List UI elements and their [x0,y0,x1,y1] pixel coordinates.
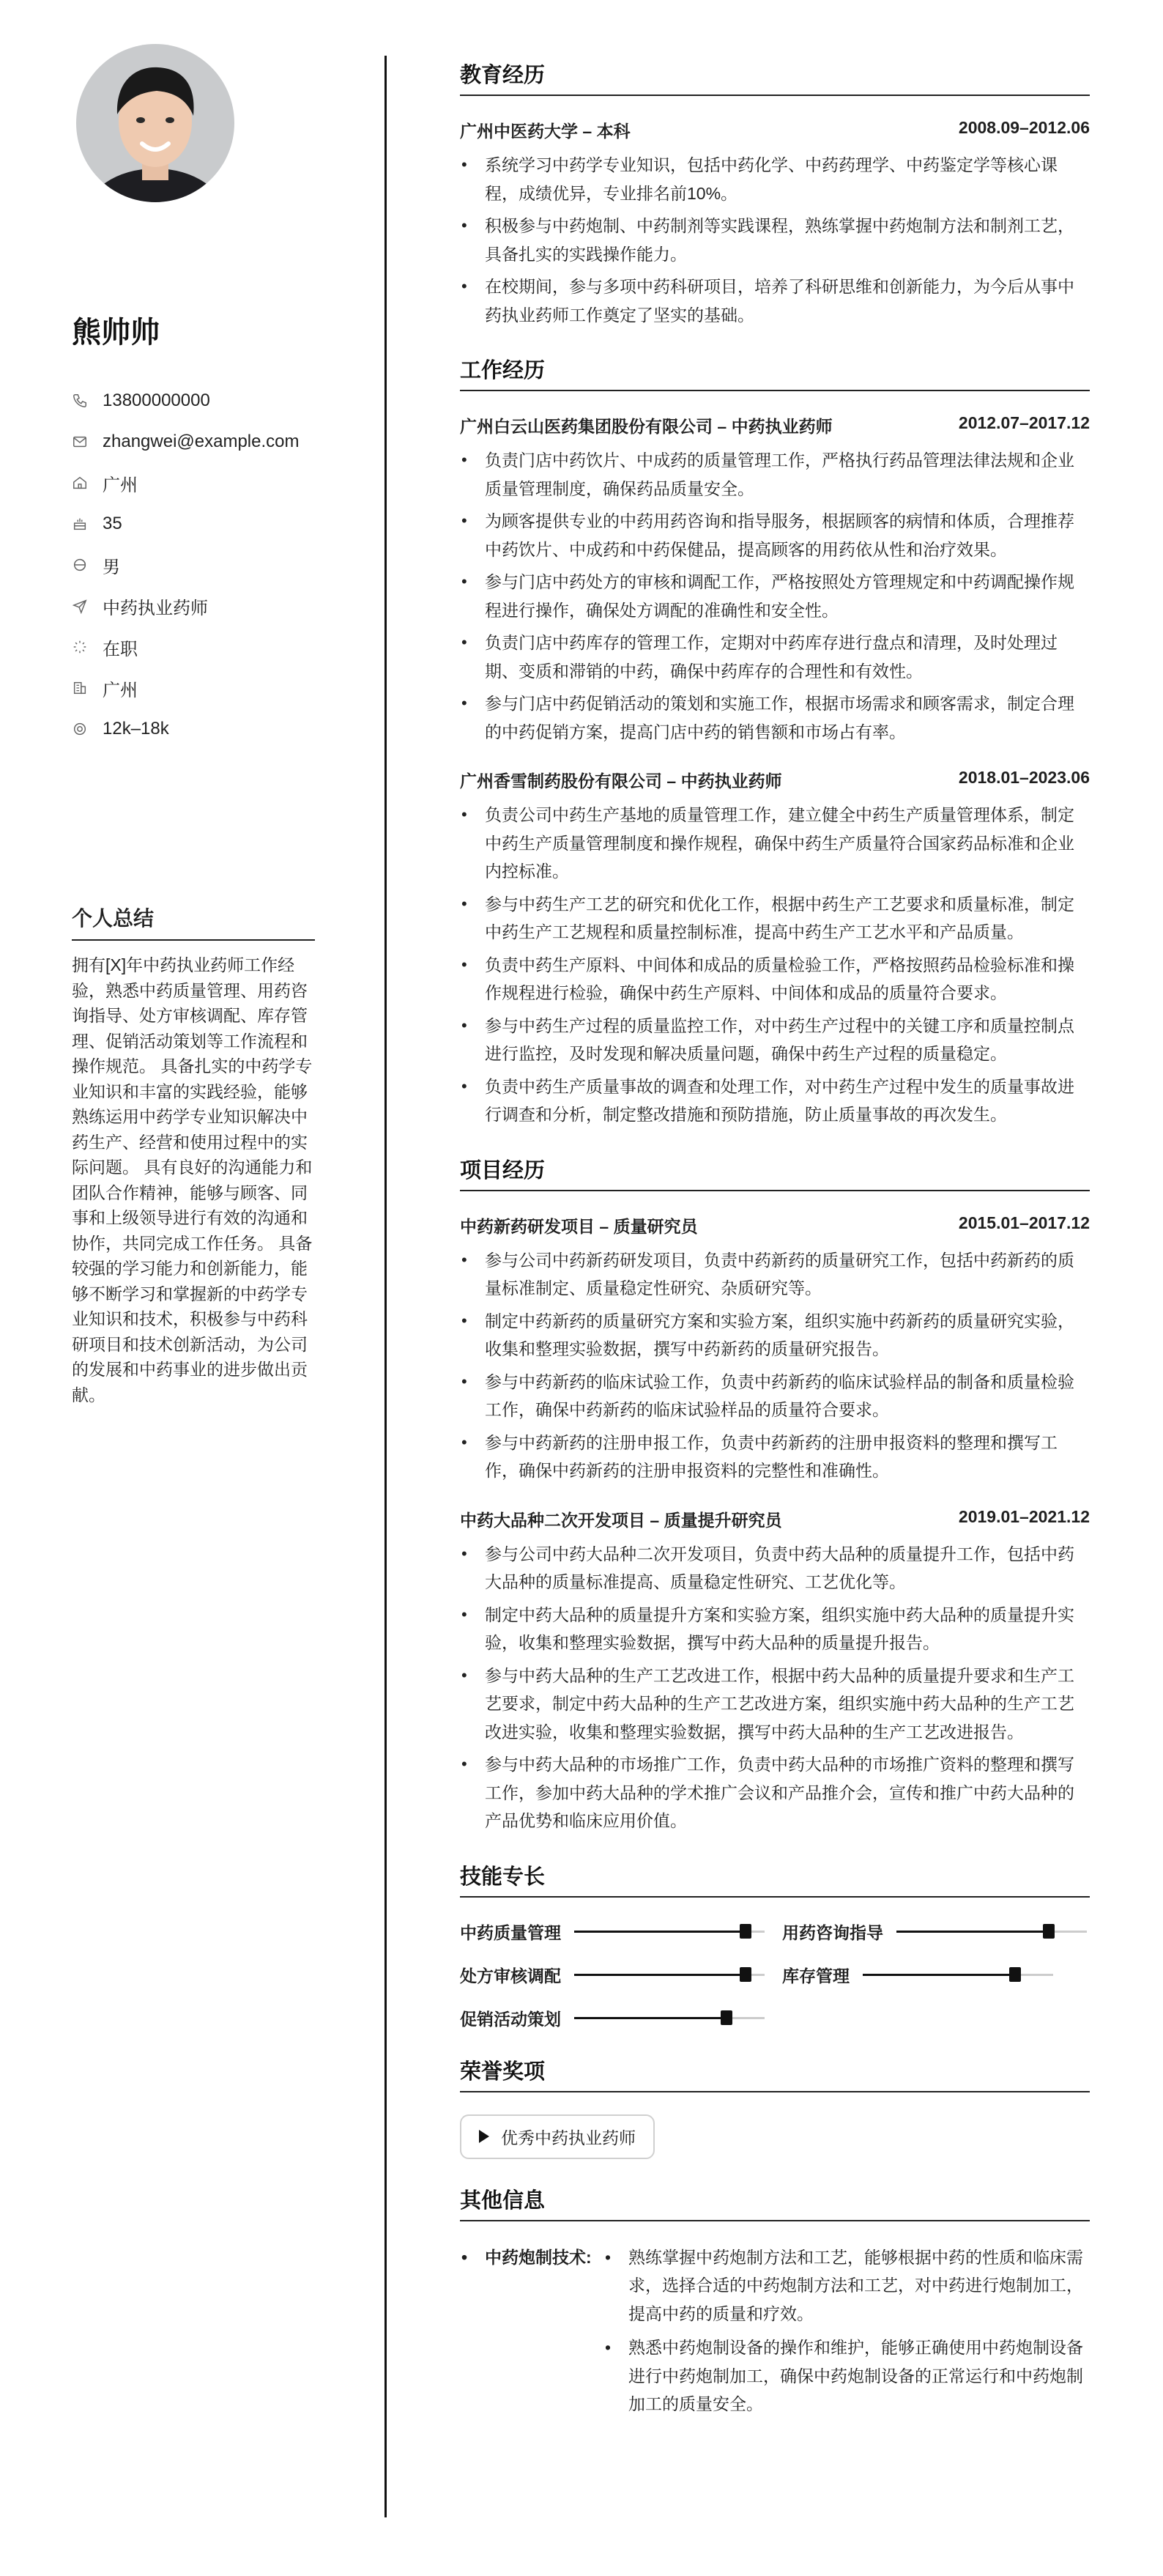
list-item: • 为顾客提供专业的中药用药咨询和指导服务，根据顾客的病情和体质，合理推荐中药饮片、中成药和中药保健品，提高顾客的用药依从性和治疗效果。 [460,507,1090,563]
skill-name: 用药咨询指导 [782,1922,883,1942]
info-age-text: 35 [103,514,122,533]
vertical-divider [384,56,387,2517]
info-location [72,462,313,503]
info-city-text: 广州 [103,680,138,700]
skills-grid [460,1920,1090,2030]
info-email [72,421,313,462]
skill-item [460,2006,782,2030]
work-bullets [460,801,1090,1129]
info-salary-text: 12k–18k [103,719,169,739]
education-bullets [460,151,1090,329]
work-date: 2012.07–2017.12 [958,413,1090,432]
work-entry-header [460,768,1090,792]
work-date: 2018.01–2023.06 [958,768,1090,787]
education-title: 教育经历 [460,59,1090,96]
skill-name: 库存管理 [782,1966,850,1985]
other-list [603,2243,1090,2424]
main-content [460,59,1090,2449]
skills-title: 技能专长 [460,1860,1090,1898]
list-item: • 制定中药大品种的质量提升方案和实验方案，组织实施中药大品种的质量提升实验，收集和整理实验数据，撰写中药大品种的质量提升报告。 [460,1601,1090,1657]
project-name: 中药大品种二次开发项目 – 质量提升研究员 [460,1510,782,1530]
work-org: 广州香雪制药股份有限公司 – 中药执业药师 [460,771,782,791]
info-status [72,626,313,667]
cake-icon [72,516,88,532]
info-location-text: 广州 [103,475,138,495]
list-item: • 参与中药大品种的生产工艺改进工作，根据中药大品种的质量提升要求和生产工艺要求，制定中药大品种的生产工艺改进方案，组织实施中药大品种的生产工艺改进实验，收集和整理实验数据，撰写中药大品种的生产工艺改进报告。 [460,1662,1090,1747]
building-icon [72,680,88,696]
info-email-text: zhangwei@example.com [103,432,300,451]
skill-level-bar [574,2017,765,2019]
list-item: • 负责门店中药饮片、中成药的质量管理工作，严格执行药品管理法律法规和企业质量管理制度，确保药品质量安全。 [460,446,1090,503]
contact-info-list [72,380,313,750]
info-gender-text: 男 [103,557,120,577]
awards-title: 荣誉奖项 [460,2055,1090,2092]
info-salary [72,708,313,750]
list-item: • 负责门店中药库存的管理工作，定期对中药库存进行盘点和清理，及时处理过期、变质和滞销的中药，确保中药库存的合理性和有效性。 [460,629,1090,685]
project-bullets [460,1540,1090,1835]
other-title: 其他信息 [460,2184,1090,2221]
other-info-row [460,2243,1090,2424]
list-item: • 制定中药新药的质量研究方案和实验方案，组织实施中药新药的质量研究实验，收集和整理实验数据，撰写中药新药的质量研究报告。 [460,1307,1090,1363]
info-job-target-text: 中药执业药师 [103,598,208,618]
summary-title: 个人总结 [72,903,315,941]
avatar [76,44,234,202]
project-date: 2019.01–2021.12 [958,1506,1090,1526]
play-icon [479,2130,489,2143]
info-job-target [72,585,313,626]
spinner-icon [72,639,88,655]
list-item: • 积极参与中药炮制、中药制剂等实践课程，熟练掌握中药炮制方法和制剂工艺，具备扎实的实践操作能力。 [460,212,1090,268]
list-item: • 参与中药新药的注册申报工作，负责中药新药的注册申报资料的整理和撰写工作，确保中药新药的注册申报资料的完整性和准确性。 [460,1429,1090,1485]
project-date: 2015.01–2017.12 [958,1213,1090,1232]
coin-icon [72,721,88,737]
awards-section [460,2055,1090,2159]
skills-section [460,1860,1090,2030]
work-org: 广州白云山医药集团股份有限公司 – 中药执业药师 [460,417,833,436]
work-section [460,354,1090,1129]
skill-level-bar [574,1974,765,1976]
list-item: • 参与公司中药新药研发项目，负责中药新药的质量研究工作，包括中药新药的质量标准制定、质量稳定性研究、杂质研究等。 [460,1246,1090,1303]
skill-item [782,1920,1090,1944]
info-city [72,667,313,708]
education-date: 2008.09–2012.06 [958,118,1090,137]
list-item: • 负责中药生产原料、中间体和成品的质量检验工作，严格按照药品检验标准和操作规程进行检验，确保中药生产原料、中间体和成品的质量符合要求。 [460,951,1090,1007]
skill-level-bar [863,1974,1053,1976]
list-item: • 负责公司中药生产基地的质量管理工作，建立健全中药生产质量管理体系，制定中药生产质量管理制度和操作规程，确保中药生产质量符合国家药品标准和企业内控标准。 [460,801,1090,886]
list-item: • 参与门店中药处方的审核和调配工作，严格按照处方管理规定和中药调配操作规程进行操作，确保处方调配的准确性和安全性。 [460,568,1090,624]
phone-icon [72,393,88,409]
project-name: 中药新药研发项目 – 质量研究员 [460,1216,698,1236]
list-item: • 熟悉中药炮制设备的操作和维护，能够正确使用中药炮制设备进行中药炮制加工，确保中药炮制设备的正常运行和中药炮制加工的质量安全。 [603,2333,1090,2418]
list-item: • 在校期间，参与多项中药科研项目，培养了科研思维和创新能力，为今后从事中药执业药师工作奠定了坚实的基础。 [460,273,1090,329]
education-entry-header [460,118,1090,142]
info-status-text: 在职 [103,639,138,659]
skill-level-bar [896,1931,1087,1933]
list-item: • 参与公司中药大品种二次开发项目，负责中药大品种的质量提升工作，包括中药大品种的质量标准提高、质量稳定性研究、工艺优化等。 [460,1540,1090,1596]
list-item: • 参与中药生产工艺的研究和优化工作，根据中药生产工艺要求和质量标准，制定中药生产工艺规程和质量控制标准，提高中药生产工艺水平和产品质量。 [460,890,1090,947]
skill-item [782,1963,1090,1987]
skill-item [460,1963,782,1987]
info-phone-text: 13800000000 [103,391,210,410]
work-bullets [460,446,1090,746]
list-item: • 参与门店中药促销活动的策划和实施工作，根据市场需求和顾客需求，制定合理的中药促销方案，提高门店中药的销售额和市场占有率。 [460,689,1090,746]
send-icon [72,598,88,614]
award-badge [460,2114,655,2159]
gender-icon [72,557,88,573]
education-section [460,59,1090,329]
list-item: • 参与中药大品种的市场推广工作，负责中药大品种的市场推广资料的整理和撰写工作，参加中药大品种的学术推广会议和产品推介会，宣传和推广中药大品种的产品优势和临床应用价值。 [460,1750,1090,1835]
skill-name: 促销活动策划 [460,2009,561,2029]
info-phone [72,380,313,421]
mail-icon [72,434,88,450]
sidebar [72,44,313,750]
other-label: • 中药炮制技术: [460,2243,603,2424]
other-section [460,2184,1090,2424]
list-item: • 参与中药生产过程的质量监控工作，对中药生产过程中的关键工序和质量控制点进行监控，及时发现和解决质量问题，确保中药生产过程的质量稳定。 [460,1012,1090,1068]
projects-title: 项目经历 [460,1154,1090,1191]
summary-text: 拥有[X]年中药执业药师工作经验，熟悉中药质量管理、用药咨询指导、处方审核调配、库存管理、促销活动策划等工作流程和操作规范。 具备扎实的中药学专业知识和丰富的实践经验，能够熟练运用中药学专业知识解决中药生产、经营和使用过程中的实际问题。 具有良好的沟通能力和团队合作精神，能够与顾客、同事和上级领导进行有效的沟通和协作，共同完成工作任务。 具备较强的学习能力和创新能力，能够不断学习和掌握新的中药学专业知识和技术，积极参与中药科研项目和技术创新活动，为公司的发展和中药事业的进步做出贡献。 [72,955,313,1404]
work-entry-header [460,413,1090,437]
list-item: • 系统学习中药学专业知识，包括中药化学、中药药理学、中药鉴定学等核心课程，成绩优异，专业排名前10%。 [460,151,1090,207]
list-item: • 熟练掌握中药炮制方法和工艺，能够根据中药的性质和临床需求，选择合适的中药炮制方法和工艺，对中药进行炮制加工，提高中药的质量和疗效。 [603,2243,1090,2328]
avatar-portrait-icon [76,44,234,202]
home-icon [72,475,88,491]
info-age [72,503,313,544]
skill-item [460,1920,782,1944]
project-entry-header [460,1507,1090,1531]
skill-name: 中药质量管理 [460,1922,561,1942]
education-org: 广州中医药大学 – 本科 [460,122,631,141]
skill-level-bar [574,1931,765,1933]
skill-name: 处方审核调配 [460,1966,561,1985]
projects-section [460,1154,1090,1835]
award-text: 优秀中药执业药师 [501,2128,636,2147]
list-item: • 负责中药生产质量事故的调查和处理工作，对中药生产过程中发生的质量事故进行调查和分析，制定整改措施和预防措施，防止质量事故的再次发生。 [460,1073,1090,1129]
work-title: 工作经历 [460,354,1090,391]
project-entry-header [460,1213,1090,1237]
info-gender [72,544,313,585]
project-bullets [460,1246,1090,1485]
list-item: • 参与中药新药的临床试验工作，负责中药新药的临床试验样品的制备和质量检验工作，确保中药新药的临床试验样品的质量符合要求。 [460,1368,1090,1424]
profile-name: 熊帅帅 [72,317,160,349]
